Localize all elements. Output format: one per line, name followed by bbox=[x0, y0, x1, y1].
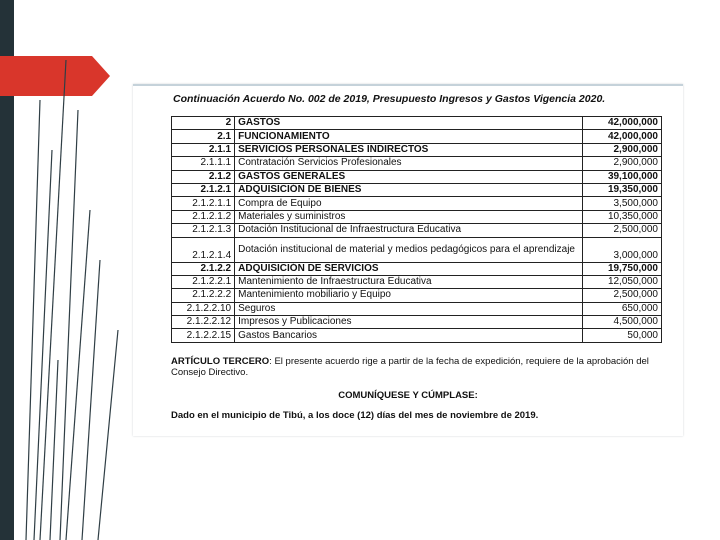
amount-cell: 2,500,000 bbox=[582, 224, 661, 237]
code-cell: 2.1.2.2.1 bbox=[172, 275, 235, 288]
amount-cell: 3,500,000 bbox=[582, 197, 661, 210]
description-cell: Mantenimiento de Infraestructura Educativa bbox=[235, 275, 583, 288]
table-row bbox=[172, 302, 662, 315]
description-cell: GASTOS bbox=[235, 117, 583, 130]
description-cell: Dotación institucional de material y medios pedagógicos para el aprendizaje bbox=[235, 237, 583, 262]
code-cell: 2.1.2.1.3 bbox=[172, 224, 235, 237]
document-page bbox=[133, 84, 683, 436]
code-cell: 2.1.2.2.2 bbox=[172, 289, 235, 302]
table-row bbox=[172, 329, 662, 342]
table-row bbox=[172, 275, 662, 288]
table-row bbox=[172, 117, 662, 130]
description-cell: Seguros bbox=[235, 302, 583, 315]
code-cell: 2.1.2.2 bbox=[172, 262, 235, 275]
description-cell: Dotación Institucional de Infraestructura Educativa bbox=[235, 224, 583, 237]
amount-cell: 2,900,000 bbox=[582, 157, 661, 170]
code-cell: 2.1.2.1.1 bbox=[172, 197, 235, 210]
table-row bbox=[172, 224, 662, 237]
code-cell: 2.1 bbox=[172, 130, 235, 143]
article-text: : El presente acuerdo rige a partir de la fecha de expedición, requiere de la aprobación del Consejo Directivo. bbox=[171, 356, 649, 378]
description-cell: FUNCIONAMIENTO bbox=[235, 130, 583, 143]
table-row bbox=[172, 143, 662, 156]
closing-statement: COMUNÍQUESE Y CÚMPLASE: bbox=[338, 390, 478, 401]
description-cell: Gastos Bancarios bbox=[235, 329, 583, 342]
table-row bbox=[172, 237, 662, 262]
given-statement: Dado en el municipio de Tibú, a los doce (12) días del mes de noviembre de 2019. bbox=[171, 410, 539, 421]
code-cell: 2 bbox=[172, 117, 235, 130]
description-cell: GASTOS GENERALES bbox=[235, 170, 583, 183]
description-cell: ADQUISICIÓN DE BIENES bbox=[235, 183, 583, 196]
code-cell: 2.1.1 bbox=[172, 143, 235, 156]
code-cell: 2.1.2.1.2 bbox=[172, 210, 235, 223]
amount-cell: 12,050,000 bbox=[582, 275, 661, 288]
description-cell: SERVICIOS PERSONALES INDIRECTOS bbox=[235, 143, 583, 156]
code-cell: 2.1.2.1.4 bbox=[172, 237, 235, 262]
description-cell: Impresos y Publicaciones bbox=[235, 316, 583, 329]
code-cell: 2.1.2 bbox=[172, 170, 235, 183]
amount-cell: 3,000,000 bbox=[582, 237, 661, 262]
description-cell: Contratación Servicios Profesionales bbox=[235, 157, 583, 170]
table-row bbox=[172, 289, 662, 302]
amount-cell: 42,000,000 bbox=[582, 117, 661, 130]
table-row bbox=[172, 262, 662, 275]
description-cell: Materiales y suministros bbox=[235, 210, 583, 223]
description-cell: Mantenimiento mobiliario y Equipo bbox=[235, 289, 583, 302]
code-cell: 2.1.2.1 bbox=[172, 183, 235, 196]
code-cell: 2.1.2.2.15 bbox=[172, 329, 235, 342]
description-cell: ADQUISICIÓN DE SERVICIOS bbox=[235, 262, 583, 275]
amount-cell: 19,350,000 bbox=[582, 183, 661, 196]
amount-cell: 39,100,000 bbox=[582, 170, 661, 183]
amount-cell: 10,350,000 bbox=[582, 210, 661, 223]
description-cell: Compra de Equipo bbox=[235, 197, 583, 210]
table-row bbox=[172, 157, 662, 170]
budget-table bbox=[171, 116, 662, 343]
table-row bbox=[172, 316, 662, 329]
document-title: Continuación Acuerdo No. 002 de 2019, Presupuesto Ingresos y Gastos Vigencia 2020. bbox=[173, 93, 606, 105]
amount-cell: 650,000 bbox=[582, 302, 661, 315]
amount-cell: 2,900,000 bbox=[582, 143, 661, 156]
table-row bbox=[172, 197, 662, 210]
amount-cell: 19,750,000 bbox=[582, 262, 661, 275]
table-row bbox=[172, 210, 662, 223]
article-third bbox=[171, 356, 663, 378]
table-row bbox=[172, 130, 662, 143]
amount-cell: 42,000,000 bbox=[582, 130, 661, 143]
table-row bbox=[172, 183, 662, 196]
article-label: ARTÍCULO TERCERO bbox=[171, 356, 270, 367]
amount-cell: 50,000 bbox=[582, 329, 661, 342]
table-row bbox=[172, 170, 662, 183]
code-cell: 2.1.2.2.12 bbox=[172, 316, 235, 329]
code-cell: 2.1.2.2.10 bbox=[172, 302, 235, 315]
code-cell: 2.1.1.1 bbox=[172, 157, 235, 170]
amount-cell: 4,500,000 bbox=[582, 316, 661, 329]
red-arrow-banner bbox=[0, 56, 110, 96]
amount-cell: 2,500,000 bbox=[582, 289, 661, 302]
